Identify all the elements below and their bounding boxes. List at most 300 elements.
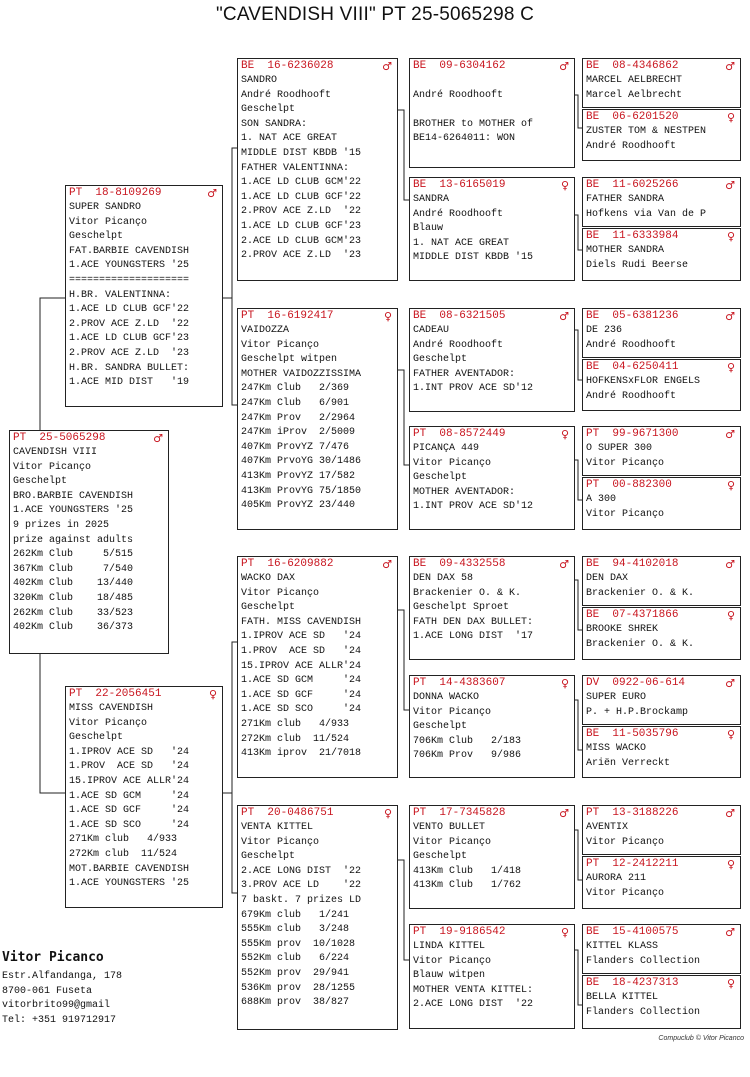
detail-line: VAIDOZZA	[241, 325, 290, 336]
ring-number-text: BE 06-6201520	[586, 111, 679, 123]
ring-number	[583, 110, 740, 125]
detail-line: 271Km club 4/933	[69, 834, 178, 846]
detail-line: prize against adults	[13, 534, 134, 546]
female-icon: ♀	[726, 111, 735, 124]
detail-line: FATH DEN DAX BULLET:	[413, 616, 534, 628]
ring-number-text: PT 12-2412211	[586, 858, 679, 870]
gen5-box	[582, 675, 741, 725]
detail-line: 1.PROV ACE SD '24	[69, 761, 190, 773]
ring-number-text: BE 16-6236028	[241, 60, 334, 72]
gen5-box	[582, 426, 741, 476]
ddd-box	[409, 924, 575, 1029]
detail-line: Vitor Picanço	[241, 836, 320, 848]
ring-number	[238, 309, 397, 324]
detail-line: P. + H.P.Brockamp	[586, 706, 689, 718]
ring-number	[410, 59, 574, 74]
detail-line: 1.PROV ACE SD '24	[241, 645, 362, 657]
detail-line: 1.ACE SD GCM '24	[241, 675, 362, 687]
detail-line: MOTHER VAIDOZZISSIMA	[241, 368, 362, 380]
detail-line: 413Km ProvYG 75/1850	[241, 485, 362, 497]
ring-number	[583, 557, 740, 572]
detail-line: Geschelpt Sproet	[413, 602, 510, 614]
detail-line: MOTHER AVENTADOR:	[413, 486, 516, 498]
male-icon: ♂	[725, 807, 735, 820]
gen5-box	[582, 805, 741, 855]
pigeon-details	[583, 442, 740, 471]
detail-line: 1.ACE LONG DIST '17	[413, 631, 534, 643]
ring-number	[583, 178, 740, 193]
gen5-box	[582, 726, 741, 778]
detail-line: KITTEL KLASS	[586, 941, 659, 952]
ring-number-text: BE 07-4371866	[586, 609, 679, 621]
pigeon-details	[66, 702, 222, 892]
detail-line: Vitor Picanço	[241, 339, 320, 351]
detail-line: 552Km club 6/224	[241, 953, 350, 965]
pigeon-details	[583, 493, 740, 522]
gen5-box	[582, 975, 741, 1029]
ring-number-text: PT 08-8572449	[413, 428, 506, 440]
detail-line: 706Km Prov 9/986	[413, 750, 522, 762]
detail-line: LINDA KITTEL	[413, 941, 486, 952]
detail-line: DE 236	[586, 325, 623, 336]
detail-line: 552Km prov 29/941	[241, 967, 350, 979]
detail-line: Blauw	[413, 223, 444, 235]
detail-line: 407Km PrvoYG 30/1486	[241, 456, 362, 468]
ring-number	[238, 59, 397, 74]
sss-box	[409, 58, 575, 168]
detail-line: 247Km Prov 2/2964	[241, 412, 356, 424]
male-icon: ♂	[725, 428, 735, 441]
male-icon: ♂	[559, 807, 569, 820]
detail-line: O SUPER 300	[586, 443, 653, 454]
detail-line: 706Km Club 2/183	[413, 735, 522, 747]
detail-line: Blauw witpen	[413, 970, 486, 982]
detail-line: Flanders Collection	[586, 955, 701, 967]
detail-line: André Roodhooft	[413, 208, 504, 220]
detail-line: 402Km Club 36/373	[13, 622, 134, 634]
gen5-box	[582, 177, 741, 227]
detail-line: 1.ACE LD CLUB GCF'22	[241, 191, 362, 203]
ring-number	[583, 360, 740, 375]
pigeon-details	[410, 74, 574, 147]
detail-line: AVENTIX	[586, 822, 629, 833]
detail-line: 1.ACE YOUNGSTERS '25	[13, 505, 134, 517]
detail-line: 247Km Club 6/901	[241, 397, 350, 409]
detail-line: MISS CAVENDISH	[69, 703, 154, 714]
pigeon-details	[238, 821, 397, 1011]
pigeon-details	[583, 691, 740, 720]
female-icon: ♀	[560, 926, 569, 939]
female-icon: ♀	[560, 179, 569, 192]
ring-number	[583, 229, 740, 244]
detail-line: 1. NAT ACE GREAT	[413, 237, 510, 249]
pigeon-details	[410, 691, 574, 764]
detail-line: 9 prizes in 2025	[13, 519, 110, 531]
detail-line: Vitor Picanço	[586, 457, 665, 469]
detail-line: André Roodhooft	[241, 89, 332, 101]
male-icon: ♂	[382, 558, 392, 571]
detail-line: BE14-6264011: WON	[413, 133, 516, 145]
ring-number-text: PT 18-8109269	[69, 187, 162, 199]
detail-line: VENTA KITTEL	[241, 822, 314, 833]
ring-number-text: BE 09-6304162	[413, 60, 506, 72]
ring-number-text: BE 11-6333984	[586, 230, 679, 242]
ring-number-text: BE 08-6321505	[413, 310, 506, 322]
ring-number	[583, 857, 740, 872]
ring-number	[238, 806, 397, 821]
detail-line: PICANÇA 449	[413, 443, 480, 454]
pigeon-details	[583, 324, 740, 353]
pigeon-details	[410, 940, 574, 1013]
ring-number	[583, 608, 740, 623]
gen5-box	[582, 58, 741, 108]
ring-number-text: PT 14-4383607	[413, 677, 506, 689]
pigeon-details	[10, 446, 168, 636]
ring-number-text: BE 94-4102018	[586, 558, 679, 570]
dam-dam-box	[237, 805, 398, 1030]
detail-line: 1.ACE MID DIST '19	[69, 377, 190, 389]
female-icon: ♀	[726, 230, 735, 243]
female-icon: ♀	[726, 479, 735, 492]
detail-line: Geschelpt witpen	[241, 354, 338, 366]
owner-phone: Tel: +351 919712917	[2, 1014, 117, 1026]
detail-line: 15.IPROV ACE ALLR'24	[241, 660, 362, 672]
ring-number	[238, 557, 397, 572]
ring-number-text: PT 16-6192417	[241, 310, 334, 322]
gen5-box	[582, 477, 741, 530]
pigeon-details	[583, 125, 740, 154]
gen5-box	[582, 856, 741, 909]
gen5-box	[582, 359, 741, 411]
detail-line: 1. NAT ACE GREAT	[241, 133, 338, 145]
detail-line: 15.IPROV ACE ALLR'24	[69, 775, 190, 787]
ring-number	[410, 178, 574, 193]
female-icon: ♀	[560, 428, 569, 441]
detail-line: BRO.BARBIE CAVENDISH	[13, 490, 134, 502]
ring-number	[583, 309, 740, 324]
ring-number-text: BE 08-4346862	[586, 60, 679, 72]
pigeon-details	[583, 872, 740, 901]
detail-line: 2.PROV ACE Z.LD '22	[241, 206, 362, 218]
pigeon-details	[583, 572, 740, 601]
detail-line: VENTO BULLET	[413, 822, 486, 833]
detail-line: 1.ACE LD CLUB GCF'22	[69, 304, 190, 316]
detail-line: 2.PROV ACE Z.LD '23	[69, 347, 190, 359]
detail-line: 402Km Club 13/440	[13, 578, 134, 590]
male-icon: ♂	[725, 179, 735, 192]
detail-line: FATHER AVENTADOR:	[413, 368, 516, 380]
female-icon: ♀	[726, 728, 735, 741]
detail-line: 320Km Club 18/485	[13, 592, 134, 604]
detail-line: BROTHER to MOTHER of	[413, 118, 534, 130]
pigeon-details	[238, 74, 397, 264]
ring-number-text: PT 00-882300	[586, 479, 672, 491]
detail-line: Brackenier O. & K.	[586, 638, 695, 650]
detail-line: MOTHER VENTA KITTEL:	[413, 984, 534, 996]
detail-line: 272Km club 11/524	[241, 733, 350, 745]
ring-number-text: PT 25-5065298	[13, 432, 106, 444]
detail-line: 1.ACE SD SCO '24	[241, 704, 362, 716]
dsd-box	[409, 675, 575, 778]
detail-line: SANDRA	[413, 194, 450, 205]
male-icon: ♂	[725, 677, 735, 690]
male-icon: ♂	[559, 558, 569, 571]
ring-number-text: BE 04-6250411	[586, 361, 679, 373]
detail-line: MOT.BARBIE CAVENDISH	[69, 863, 190, 875]
detail-line	[413, 74, 574, 89]
detail-line: Flanders Collection	[586, 1006, 701, 1018]
detail-line: André Roodhooft	[413, 89, 504, 101]
male-icon: ♂	[725, 558, 735, 571]
detail-line: 413Km iprov 21/7018	[241, 748, 362, 760]
detail-line: André Roodhooft	[413, 339, 504, 351]
detail-line: Vitor Picanço	[586, 836, 665, 848]
female-icon: ♀	[208, 688, 217, 701]
detail-line: Vitor Picanço	[13, 461, 92, 473]
ring-number-text: BE 13-6165019	[413, 179, 506, 191]
detail-line: 413Km ProvYZ 17/582	[241, 470, 356, 482]
detail-line: MISS WACKO	[586, 743, 647, 754]
detail-line: FATH. MISS CAVENDISH	[241, 616, 362, 628]
ring-number	[410, 427, 574, 442]
ring-number-text: PT 13-3188226	[586, 807, 679, 819]
ring-number-text: PT 20-0486751	[241, 807, 334, 819]
ring-number	[583, 478, 740, 493]
detail-line: H.BR. VALENTINNA:	[69, 289, 172, 301]
detail-line: MIDDLE DIST KBDB '15	[413, 252, 534, 264]
ring-number	[583, 727, 740, 742]
owner-name: Vitor Picanco	[2, 950, 104, 965]
detail-line: FATHER VALENTINNA:	[241, 162, 350, 174]
male-icon: ♂	[559, 60, 569, 73]
ring-number	[583, 427, 740, 442]
pigeon-details	[410, 324, 574, 397]
detail-line: MOTHER SANDRA	[586, 245, 665, 256]
detail-line: 555Km prov 10/1028	[241, 938, 356, 950]
detail-line: 1.ACE LD CLUB GCM'22	[241, 177, 362, 189]
detail-line: 1.ACE LD CLUB GCF'23	[241, 220, 362, 232]
male-icon: ♂	[559, 310, 569, 323]
ring-number-text: PT 19-9186542	[413, 926, 506, 938]
detail-line: Geschelpt	[241, 104, 296, 116]
ring-number	[410, 557, 574, 572]
female-icon: ♀	[383, 310, 392, 323]
female-icon: ♀	[726, 609, 735, 622]
ring-number	[583, 976, 740, 991]
gen5-box	[582, 228, 741, 281]
ring-number-text: BE 09-4332558	[413, 558, 506, 570]
detail-line: 555Km club 3/248	[241, 924, 350, 936]
detail-line: SUPER SANDRO	[69, 202, 142, 213]
pigeon-details	[238, 572, 397, 762]
detail-line: Ariën Verreckt	[586, 757, 671, 769]
detail-line: Geschelpt	[241, 851, 296, 863]
female-icon: ♀	[383, 807, 392, 820]
detail-line: Geschelpt	[413, 721, 468, 733]
detail-line: 1.ACE YOUNGSTERS '25	[69, 878, 190, 890]
dss-box	[409, 556, 575, 660]
detail-line: Geschelpt	[13, 476, 68, 488]
detail-line: FATHER SANDRA	[586, 194, 665, 205]
female-icon: ♀	[726, 858, 735, 871]
pigeon-details	[583, 991, 740, 1020]
detail-line: André Roodhooft	[586, 140, 677, 152]
detail-line	[413, 103, 574, 118]
owner-info	[2, 950, 122, 1028]
detail-line: 679Km club 1/241	[241, 909, 350, 921]
ring-number	[583, 59, 740, 74]
male-icon: ♂	[153, 432, 163, 445]
detail-line: Hofkens via Van de P	[586, 208, 707, 220]
detail-line: 1.ACE SD GCF '24	[241, 689, 362, 701]
footer-credit: Compuclub © Vitor Picanco	[658, 1035, 744, 1042]
detail-line: 1.ACE YOUNGSTERS '25	[69, 260, 190, 272]
detail-line: Geschelpt	[69, 732, 124, 744]
detail-line: HOFKENSxFLOR ENGELS	[586, 376, 701, 387]
dam-box	[65, 686, 223, 908]
detail-line: 1.ACE SD GCM '24	[69, 790, 190, 802]
detail-line: BROOKE SHREK	[586, 624, 659, 635]
female-icon: ♀	[726, 977, 735, 990]
detail-line: Diels Rudi Beerse	[586, 259, 689, 271]
detail-line: Vitor Picanço	[413, 457, 492, 469]
gen5-box	[582, 924, 741, 974]
pigeon-details	[410, 821, 574, 894]
ring-number	[66, 687, 222, 702]
detail-line: SANDRO	[241, 75, 278, 86]
detail-line: 1.IPROV ACE SD '24	[69, 746, 190, 758]
detail-line: 2.ACE LONG DIST '22	[241, 865, 362, 877]
pigeon-details	[238, 324, 397, 514]
detail-line: 2.PROV ACE Z.LD '23	[241, 250, 362, 262]
detail-line: DEN DAX 58	[413, 573, 474, 584]
detail-line: 262Km Club 5/515	[13, 549, 134, 561]
male-icon: ♂	[725, 926, 735, 939]
detail-line: CADEAU	[413, 325, 450, 336]
owner-email[interactable]: vitorbrito99@gmail	[2, 1000, 111, 1012]
gen5-box	[582, 556, 741, 606]
detail-line: Vitor Picanço	[69, 216, 148, 228]
pigeon-details	[583, 375, 740, 404]
detail-line: 271Km club 4/933	[241, 718, 350, 730]
dds-box	[409, 805, 575, 909]
pedigree-title: "CAVENDISH VIII" PT 25-5065298 C	[215, 4, 535, 25]
detail-line: Vitor Picanço	[413, 955, 492, 967]
pigeon-details	[66, 201, 222, 391]
pigeon-details	[410, 193, 574, 266]
ring-number	[583, 925, 740, 940]
detail-line: H.BR. SANDRA BULLET:	[69, 362, 190, 374]
male-icon: ♂	[382, 60, 392, 73]
detail-line: 367Km Club 7/540	[13, 563, 134, 575]
detail-line: SON SANDRA:	[241, 118, 308, 130]
gen5-box	[582, 109, 741, 161]
pigeon-details	[583, 193, 740, 222]
detail-line: 1.ACE SD GCF '24	[69, 805, 190, 817]
detail-line: André Roodhooft	[586, 390, 677, 402]
male-icon: ♂	[725, 310, 735, 323]
detail-line: MARCEL AELBRECHT	[586, 75, 683, 86]
detail-line: BELLA KITTEL	[586, 992, 659, 1003]
ring-number-text: DV 0922-06-614	[586, 677, 686, 689]
detail-line: WACKO DAX	[241, 573, 296, 584]
detail-line: MIDDLE DIST KBDB '15	[241, 147, 362, 159]
detail-line: Brackenier O. & K.	[413, 587, 522, 599]
detail-line: 1.ACE LD CLUB GCF'23	[69, 333, 190, 345]
detail-line: ====================	[69, 274, 190, 286]
sdd-box	[409, 426, 575, 530]
pigeon-details	[583, 940, 740, 969]
detail-line: 1.ACE SD SCO '24	[69, 819, 190, 831]
detail-line: 2.ACE LONG DIST '22	[413, 999, 534, 1011]
detail-line: 247Km Club 2/369	[241, 383, 350, 395]
detail-line: A 300	[586, 494, 617, 505]
detail-line: 413Km Club 1/762	[413, 880, 522, 892]
detail-line: CAVENDISH VIII	[13, 447, 98, 458]
detail-line: 1.IPROV ACE SD '24	[241, 631, 362, 643]
subject-box	[9, 430, 169, 654]
detail-line: Vitor Picanço	[586, 887, 665, 899]
female-icon: ♀	[726, 361, 735, 374]
detail-line: 272Km club 11/524	[69, 848, 178, 860]
ring-number	[583, 806, 740, 821]
detail-line: 7 baskt. 7 prizes LD	[241, 894, 362, 906]
detail-line: AURORA 211	[586, 873, 647, 884]
detail-line: 262Km Club 33/523	[13, 607, 134, 619]
detail-line: Geschelpt	[241, 602, 296, 614]
ring-number-text: PT 16-6209882	[241, 558, 334, 570]
detail-line: 3.PROV ACE LD '22	[241, 880, 362, 892]
sds-box	[409, 308, 575, 412]
owner-postal: 8700-061 Fuseta	[2, 985, 93, 997]
detail-line: Geschelpt	[413, 472, 468, 484]
ring-number	[410, 309, 574, 324]
sire-sire-box	[237, 58, 398, 281]
detail-line: 247Km iProv 2/5009	[241, 427, 356, 439]
pigeon-details	[583, 742, 740, 771]
ring-number-text: BE 15-4100575	[586, 926, 679, 938]
gen5-box	[582, 308, 741, 358]
male-icon: ♂	[207, 187, 217, 200]
detail-line: Marcel Aelbrecht	[586, 89, 683, 101]
pigeon-details	[410, 442, 574, 515]
ssd-box	[409, 177, 575, 281]
gen5-box	[582, 607, 741, 660]
detail-line: Geschelpt	[413, 851, 468, 863]
detail-line: Geschelpt	[69, 231, 124, 243]
ring-number	[66, 186, 222, 201]
detail-line: Vitor Picanço	[241, 587, 320, 599]
detail-line: 1.INT PROV ACE SD'12	[413, 501, 534, 513]
detail-line: 1.INT PROV ACE SD'12	[413, 383, 534, 395]
detail-line: André Roodhooft	[586, 339, 677, 351]
detail-line: ZUSTER TOM & NESTPEN	[586, 126, 707, 137]
detail-line: Vitor Picanço	[413, 706, 492, 718]
detail-line: Vitor Picanço	[413, 836, 492, 848]
owner-address: Estr.Alfandanga, 178	[2, 971, 123, 982]
ring-number	[10, 431, 168, 446]
ring-number-text: PT 99-9671300	[586, 428, 679, 440]
ring-number-text: PT 17-7345828	[413, 807, 506, 819]
sire-box	[65, 185, 223, 407]
detail-line: 407Km ProvYZ 7/476	[241, 441, 350, 453]
detail-line: Vitor Picanço	[586, 508, 665, 520]
detail-line: Brackenier O. & K.	[586, 587, 695, 599]
ring-number	[410, 806, 574, 821]
detail-line: 2.ACE LD CLUB GCM'23	[241, 235, 362, 247]
pigeon-details	[583, 623, 740, 652]
detail-line: 2.PROV ACE Z.LD '22	[69, 318, 190, 330]
